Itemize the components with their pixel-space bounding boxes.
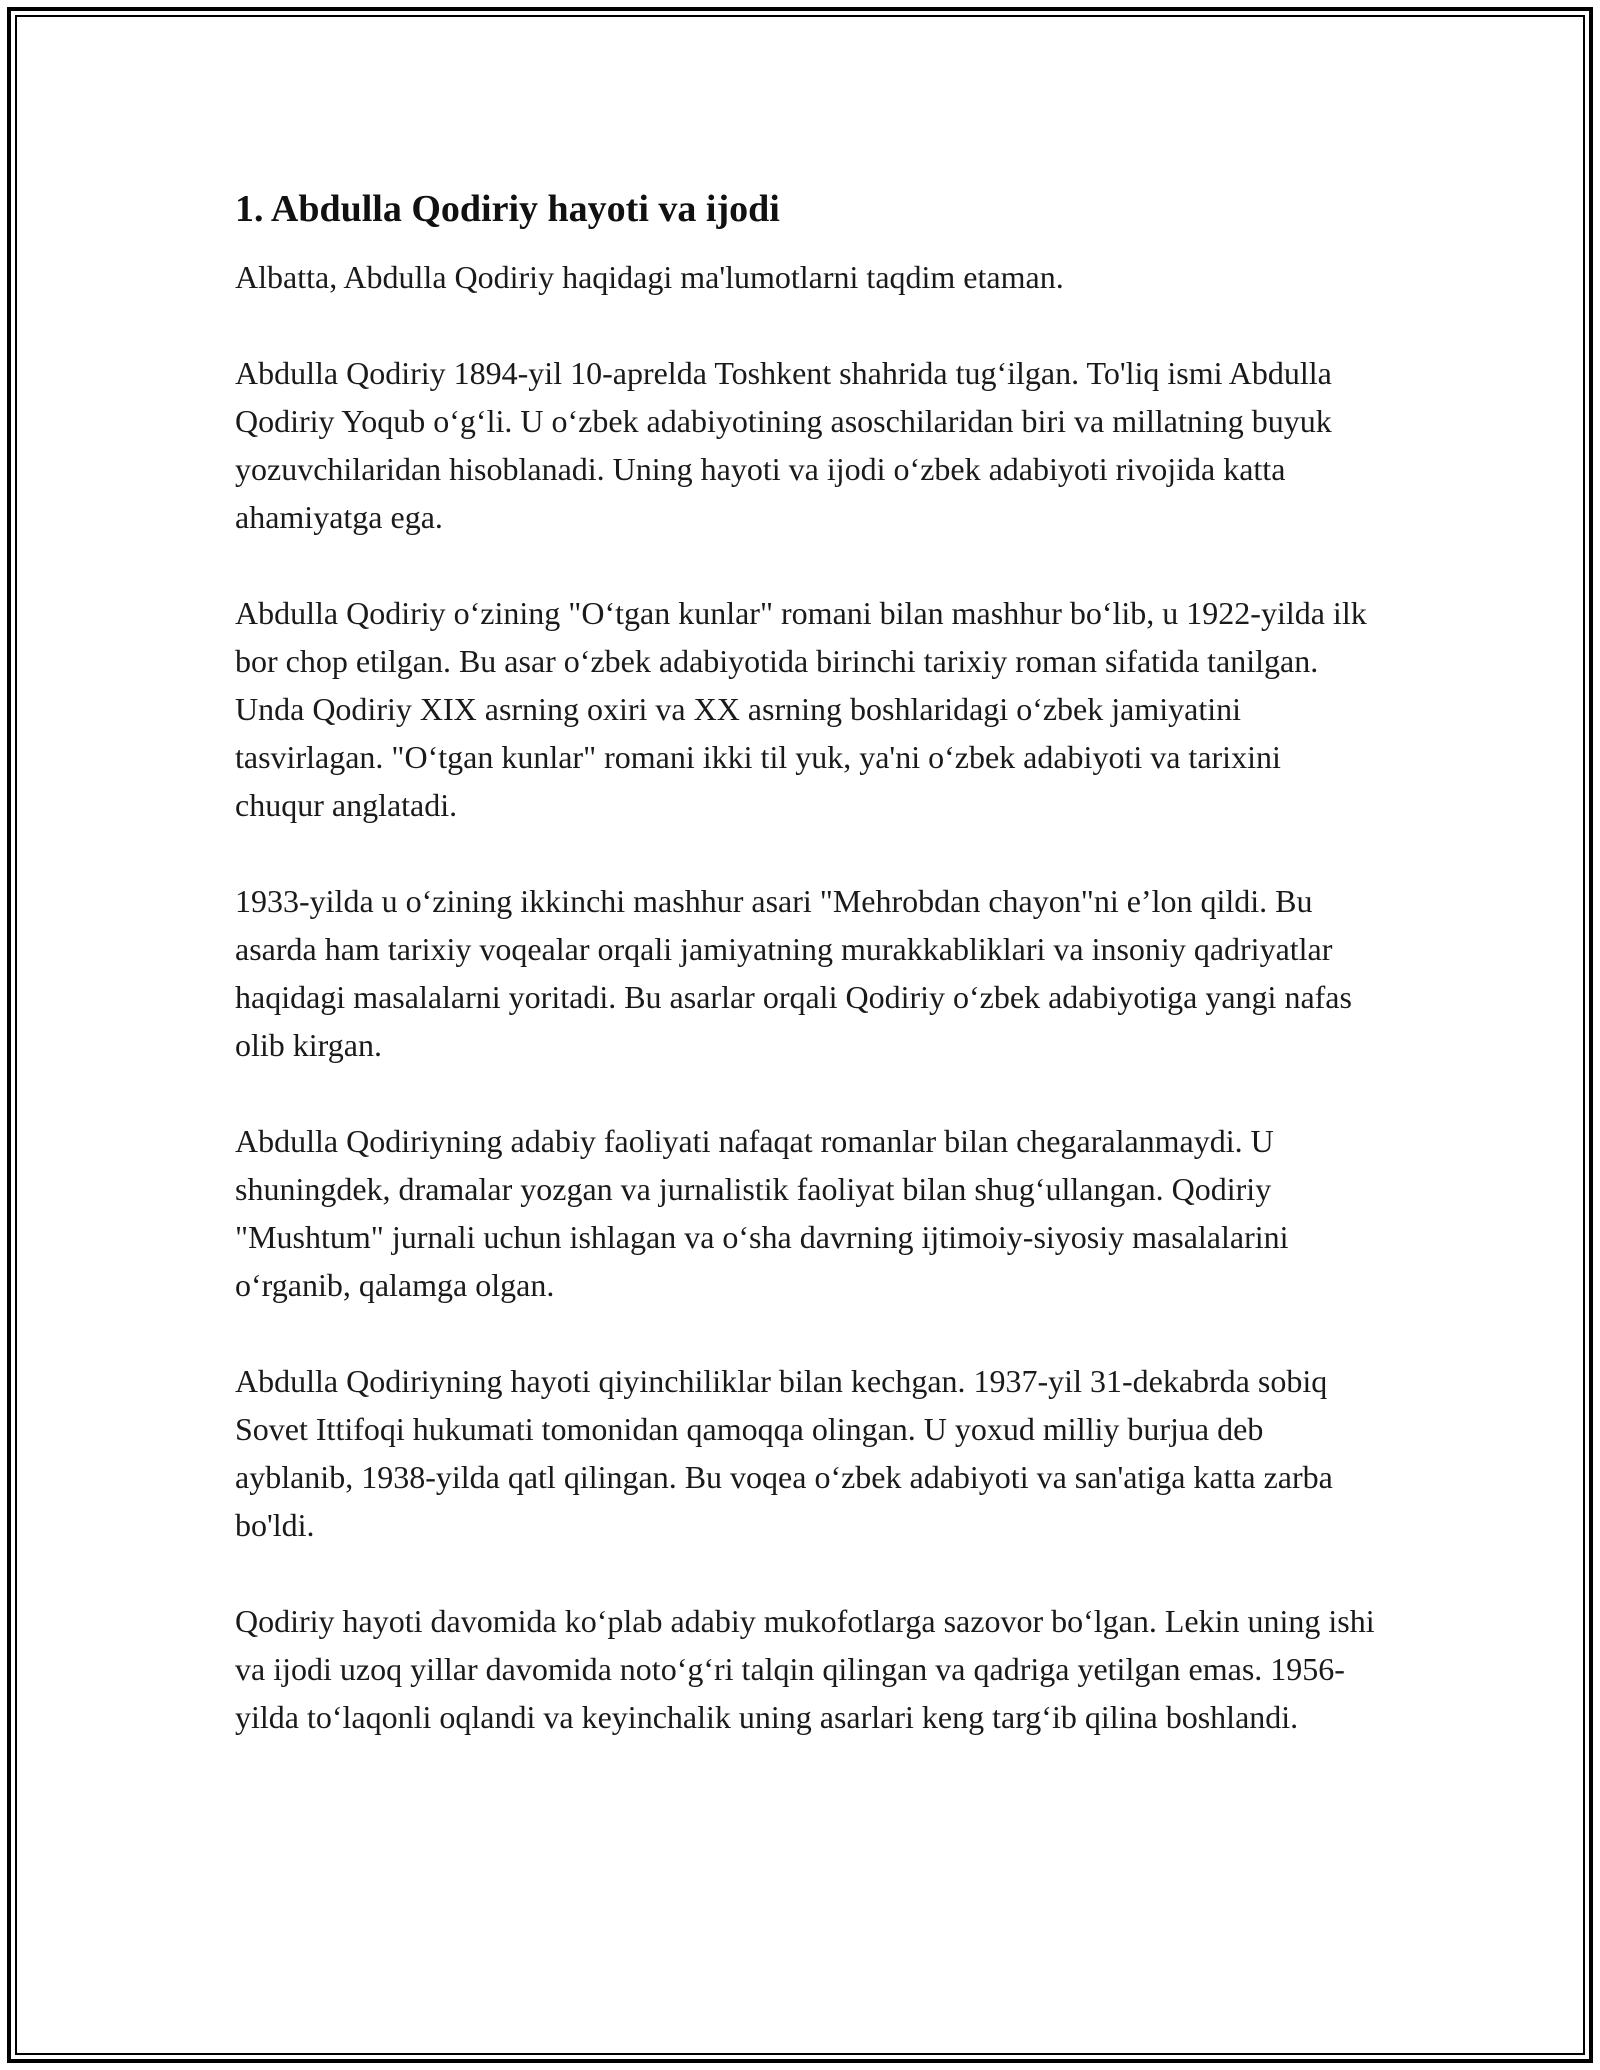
document-heading: 1. Abdulla Qodiriy hayoti va ijodi — [235, 188, 780, 230]
paragraph-birth: Abdulla Qodiriy 1894-yil 10-aprelda Toshkent shahrida tug‘ilgan. To'liq ismi Abdulla Qodiriy Yoqub o‘g‘li. U o‘zbek adabiyotining asoschilaridan biri va millatning buyuk yozuvchilaridan hisoblanadi. Uning hayoti va ijodi o‘zbek adabiyoti rivojida katta ahamiyatga ega. — [235, 355, 1332, 535]
paragraph-mehrobdan-chayon: 1933-yilda u o‘zining ikkinchi mashhur asari "Mehrobdan chayon"ni e’lon qildi. Bu asarda ham tarixiy voqealar orqali jamiyatning murakkabliklari va insoniy qadriyatlar haqidagi masalalarni yoritadi. Bu asarlar orqali Qodiriy o‘zbek adabiyotiga yangi nafas olib kirgan. — [235, 883, 1352, 1063]
intro-paragraph: Albatta, Abdulla Qodiriy haqidagi ma'lumotlarni taqdim etaman. — [235, 259, 1064, 295]
paragraph-rehabilitation: Qodiriy hayoti davomida ko‘plab adabiy mukofotlarga sazovor bo‘lgan. Lekin uning ishi va ijodi uzoq yillar davomida noto‘g‘ri talqin qilingan va qadriga yetilgan emas. 1956-yilda to‘laqonli oqlandi va keyinchalik uning asarlari keng targ‘ib qilina boshlandi. — [235, 1603, 1375, 1735]
paragraph-literary-activity: Abdulla Qodiriyning adabiy faoliyati nafaqat romanlar bilan chegaralanmaydi. U shuningdek, dramalar yozgan va jurnalistik faoliyat bilan shug‘ullangan. Qodiriy "Mushtum" jurnali uchun ishlagan va o‘sha davrning ijtimoiy-siyosiy masalalarini o‘rganib, qalamga olgan. — [235, 1123, 1289, 1303]
paragraph-arrest: Abdulla Qodiriyning hayoti qiyinchiliklar bilan kechgan. 1937-yil 31-dekabrda sobiq Sovet Ittifoqi hukumati tomonidan qamoqqa olingan. U yoxud milliy burjua deb ayblanib, 1938-yilda qatl qilingan. Bu voqea o‘zbek adabiyoti va san'atiga katta zarba bo'ldi. — [235, 1363, 1333, 1543]
document-body — [235, 185, 1375, 1789]
paragraph-otgan-kunlar: Abdulla Qodiriy o‘zining "O‘tgan kunlar" romani bilan mashhur bo‘lib, u 1922-yilda ilk bor chop etilgan. Bu asar o‘zbek adabiyotida birinchi tarixiy roman sifatida tanilgan. Unda Qodiriy XIX asrning oxiri va XX asrning boshlaridagi o‘zbek jamiyatini tasvirlagan. "O‘tgan kunlar" romani ikki til yuk, ya'ni o‘zbek adabiyoti va tarixini chuqur anglatadi. — [235, 595, 1367, 823]
